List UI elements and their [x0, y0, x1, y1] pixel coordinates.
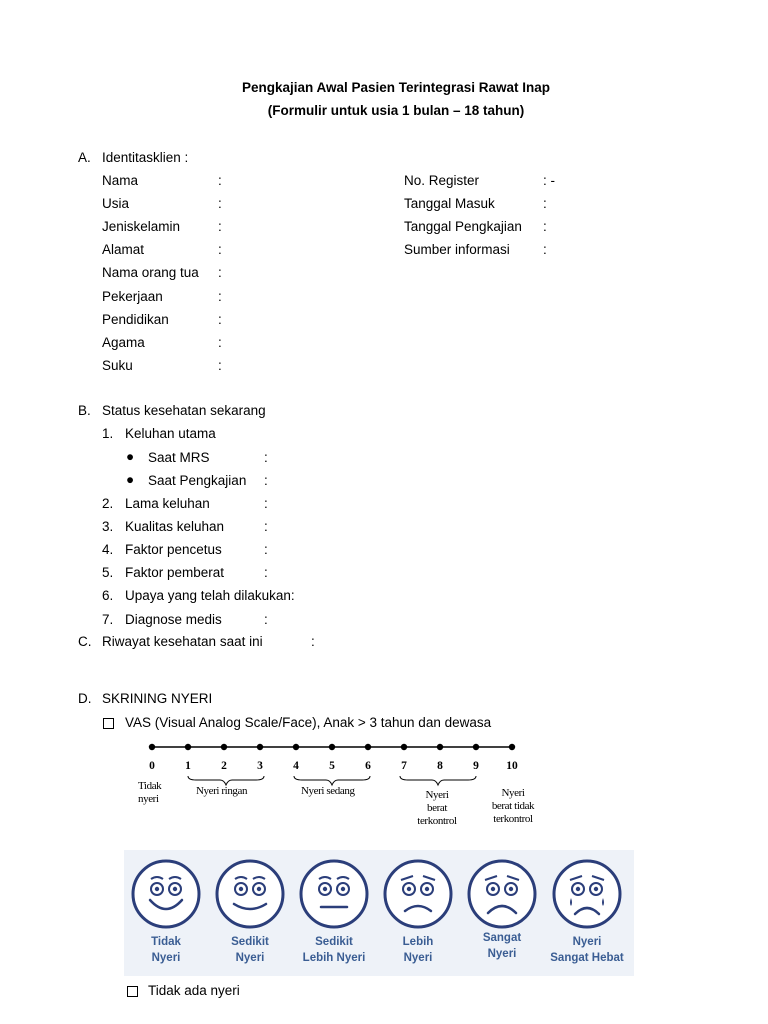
scale-point	[149, 744, 155, 750]
section-b-letter: B.	[78, 403, 91, 418]
section-a-heading: Identitasklien :	[102, 150, 189, 165]
field-colon: :	[218, 173, 222, 188]
pain-scale-line	[140, 738, 540, 762]
scale-number: 2	[221, 760, 227, 772]
scale-point	[437, 744, 443, 750]
field-label: Suku	[102, 357, 133, 373]
field-colon: :	[218, 288, 222, 304]
scale-point	[257, 744, 263, 750]
field-colon: :	[543, 219, 547, 235]
item-label: Kualitas keluhan	[125, 519, 225, 535]
face-label: Sangat Nyeri	[482, 932, 522, 960]
scale-group-tidak-nyeri: Tidak nyeri	[138, 780, 162, 805]
colon: :	[264, 611, 268, 627]
bullet-icon: ●	[126, 449, 135, 464]
scale-group-nyeri-berat-tidak-terkontrol: Nyeri berat tidak terkontrol	[491, 787, 535, 825]
field-label: Tanggal Pengkajian	[404, 219, 522, 235]
scale-point	[185, 744, 191, 750]
field-label: Jeniskelamin	[102, 219, 181, 235]
face-icon	[385, 861, 451, 927]
face-icon	[133, 861, 199, 927]
item-number: 7.	[102, 611, 114, 627]
field-label: Tanggal Masuk	[404, 196, 495, 212]
scale-group-nyeri-ringan: Nyeri ringan	[196, 785, 248, 797]
colon: :	[311, 634, 315, 649]
section-d-letter: D.	[78, 691, 92, 706]
item-label: Diagnose medis	[125, 611, 222, 627]
face-label: Lebih Nyeri	[402, 936, 434, 964]
field-colon: :	[543, 242, 547, 258]
field-label: Alamat	[102, 242, 145, 258]
section-c-letter: C.	[78, 634, 92, 649]
face-icon	[217, 861, 283, 927]
form-subtitle: (Formulir untuk usia 1 bulan – 18 tahun)	[267, 103, 525, 118]
scale-number: 3	[257, 760, 263, 772]
item-1-label: Keluhan utama	[125, 426, 216, 441]
colon: :	[264, 519, 268, 535]
field-colon: :	[218, 196, 222, 212]
form-title: Pengkajian Awal Pasien Terintegrasi Rawat Inap	[241, 80, 551, 95]
field-colon: :	[218, 265, 222, 281]
item-label: Upaya yang telah dilakukan:	[125, 588, 295, 604]
face-label: Nyeri Sangat Hebat	[550, 936, 624, 964]
scale-point	[365, 744, 371, 750]
item-number: 6.	[102, 588, 114, 604]
field-colon: :	[218, 311, 222, 327]
face-label: Sedikit Lebih Nyeri	[302, 936, 366, 964]
face-label: Tidak Nyeri	[151, 936, 181, 964]
scale-point	[509, 744, 515, 750]
scale-number: 6	[365, 760, 371, 772]
face-icon	[554, 861, 620, 927]
field-label: Sumber informasi	[404, 242, 510, 258]
item-number: 3.	[102, 519, 114, 535]
vas-checkbox[interactable]	[103, 718, 114, 729]
field-label: Agama	[102, 334, 145, 350]
field-label: Pendidikan	[102, 311, 169, 327]
scale-number: 0	[149, 760, 155, 772]
field-label: Nama orang tua	[102, 265, 199, 281]
item-number: 4.	[102, 542, 114, 558]
field-colon: :	[218, 242, 222, 258]
section-a-letter: A.	[78, 150, 91, 165]
no-pain-checkbox[interactable]	[127, 986, 138, 997]
scale-number: 10	[506, 760, 518, 772]
scale-point	[221, 744, 227, 750]
no-pain-option-label: Tidak ada nyeri	[148, 983, 240, 998]
scale-number: 8	[437, 760, 443, 772]
scale-group-nyeri-berat-terkontrol: Nyeri berat terkontrol	[417, 789, 457, 827]
section-c-label: Riwayat kesehatan saat ini	[102, 634, 263, 649]
scale-number: 9	[473, 760, 479, 772]
item-number: 5.	[102, 565, 114, 581]
item-label: Faktor pemberat	[125, 565, 225, 581]
item-label: Lama keluhan	[125, 496, 210, 511]
scale-number: 1	[185, 760, 191, 772]
colon: :	[264, 450, 268, 465]
scale-point	[473, 744, 479, 750]
field-colon: :	[543, 196, 547, 212]
scale-group-nyeri-sedang: Nyeri sedang	[301, 785, 355, 797]
scale-point	[293, 744, 299, 750]
field-label: Pekerjaan	[102, 288, 163, 304]
field-label: No. Register	[404, 173, 480, 188]
item-label: Faktor pencetus	[125, 542, 222, 558]
colon: :	[264, 496, 268, 511]
item-1-number: 1.	[102, 426, 114, 441]
colon: :	[264, 473, 268, 488]
field-colon: :	[218, 334, 222, 350]
scale-point	[329, 744, 335, 750]
field-colon: :	[218, 357, 222, 373]
scale-number: 7	[401, 760, 407, 772]
bullet-icon: ●	[126, 472, 135, 487]
bullet-saat-mrs: Saat MRS	[148, 450, 210, 465]
section-d-heading: SKRINING NYERI	[102, 691, 213, 706]
scale-point	[401, 744, 407, 750]
item-number: 2.	[102, 496, 114, 511]
face-icon	[469, 861, 535, 927]
scale-number: 4	[293, 760, 299, 772]
section-b-heading: Status kesehatan sekarang	[102, 403, 266, 418]
field-label: Usia	[102, 196, 130, 212]
field-colon: : -	[543, 173, 555, 188]
vas-option-label: VAS (Visual Analog Scale/Face), Anak > 3 tahun dan dewasa	[125, 715, 492, 730]
field-colon: :	[218, 219, 222, 235]
scale-number: 5	[329, 760, 335, 772]
brace-icon	[398, 774, 478, 788]
face-icon	[301, 861, 367, 927]
field-label: Nama	[102, 173, 139, 188]
colon: :	[264, 565, 268, 581]
face-label: Sedikit Nyeri	[231, 936, 269, 964]
faces-pain-scale	[124, 850, 634, 976]
colon: :	[264, 542, 268, 558]
bullet-saat-pengkajian: Saat Pengkajian	[148, 473, 247, 488]
